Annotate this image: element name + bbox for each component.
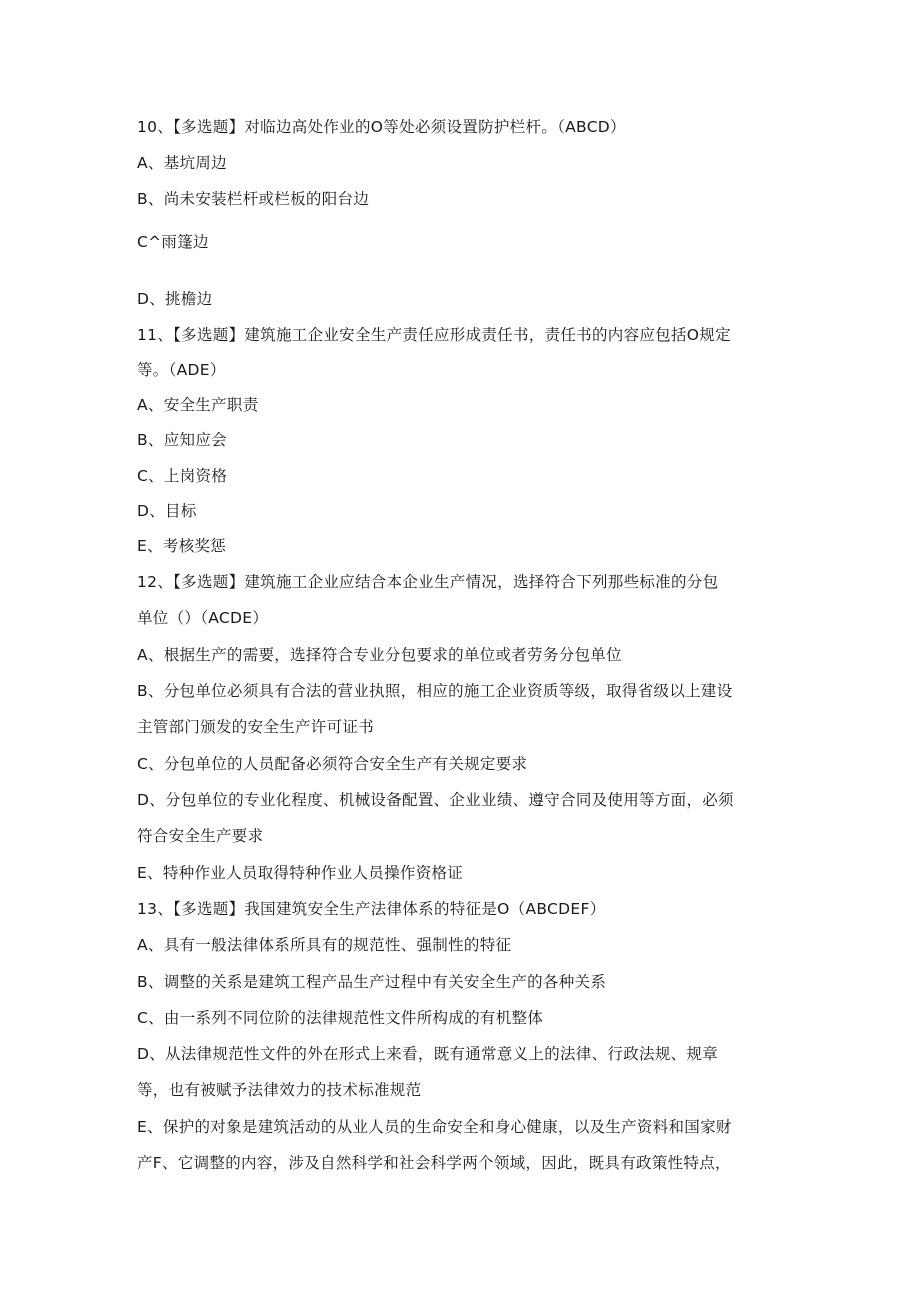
question-10-option-c: C^雨篷边	[137, 233, 209, 251]
question-13-option-e-cont: 产F、它调整的内容，涉及自然科学和社会科学两个领域，因此，既具有政策性特点，	[137, 1154, 731, 1172]
question-12-option-d: D、分包单位的专业化程度、机械设备配置、企业业绩、遵守合同及使用等方面，必须	[137, 791, 734, 809]
question-13-option-e: E、保护的对象是建筑活动的从业人员的生命安全和身心健康，以及生产资料和国家财	[137, 1118, 732, 1136]
question-12-option-d-cont: 符合安全生产要求	[137, 827, 264, 845]
question-13-option-c: C、由一系列不同位阶的法律规范性文件所构成的有机整体	[137, 1009, 544, 1027]
question-12-option-e: E、特种作业人员取得特种作业人员操作资格证	[137, 864, 464, 882]
question-13-title: 13、【多选题】我国建筑安全生产法律体系的特征是O（ABCDEF）	[137, 900, 606, 918]
question-13-option-b: B、调整的关系是建筑工程产品生产过程中有关安全生产的各种关系	[137, 973, 607, 991]
question-13-option-d-cont: 等，也有被赋予法律效力的技术标准规范	[137, 1081, 422, 1099]
question-12-option-a: A、根据生产的需要，选择符合专业分包要求的单位或者劳务分包单位	[137, 646, 622, 664]
question-11-option-e: E、考核奖惩	[137, 537, 227, 555]
question-13-option-d: D、从法律规范性文件的外在形式上来看，既有通常意义上的法律、行政法规、规章	[137, 1045, 719, 1063]
question-10-option-a: A、基坑周边	[137, 154, 227, 172]
question-10-option-d: D、挑檐边	[137, 290, 213, 308]
question-10-option-b: B、尚未安装栏杆或栏板的阳台边	[137, 190, 370, 208]
question-12-title-cont: 单位（）（ACDE）	[137, 609, 269, 627]
question-11-option-d: D、目标	[137, 502, 197, 520]
question-11-title-cont: 等。（ADE）	[137, 361, 226, 379]
question-11-option-b: B、应知应会	[137, 431, 227, 449]
question-10-title: 10、【多选题】对临边高处作业的O等处必须设置防护栏杆。（ABCD）	[137, 118, 626, 136]
question-12-title: 12、【多选题】建筑施工企业应结合本企业生产情况，选择符合下列那些标准的分包	[137, 573, 719, 591]
question-12-option-b-cont: 主管部门颁发的安全生产许可证书	[137, 718, 375, 736]
question-13-option-a: A、具有一般法律体系所具有的规范性、强制性的特征	[137, 936, 512, 954]
question-11-option-a: A、安全生产职责	[137, 396, 259, 414]
question-11-option-c: C、上岗资格	[137, 467, 228, 485]
question-11-title: 11、【多选题】建筑施工企业安全生产责任应形成责任书，责任书的内容应包括O规定	[137, 326, 731, 344]
question-12-option-c: C、分包单位的人员配备必须符合安全生产有关规定要求	[137, 755, 528, 773]
question-12-option-b: B、分包单位必须具有合法的营业执照，相应的施工企业资质等级，取得省级以上建设	[137, 682, 733, 700]
